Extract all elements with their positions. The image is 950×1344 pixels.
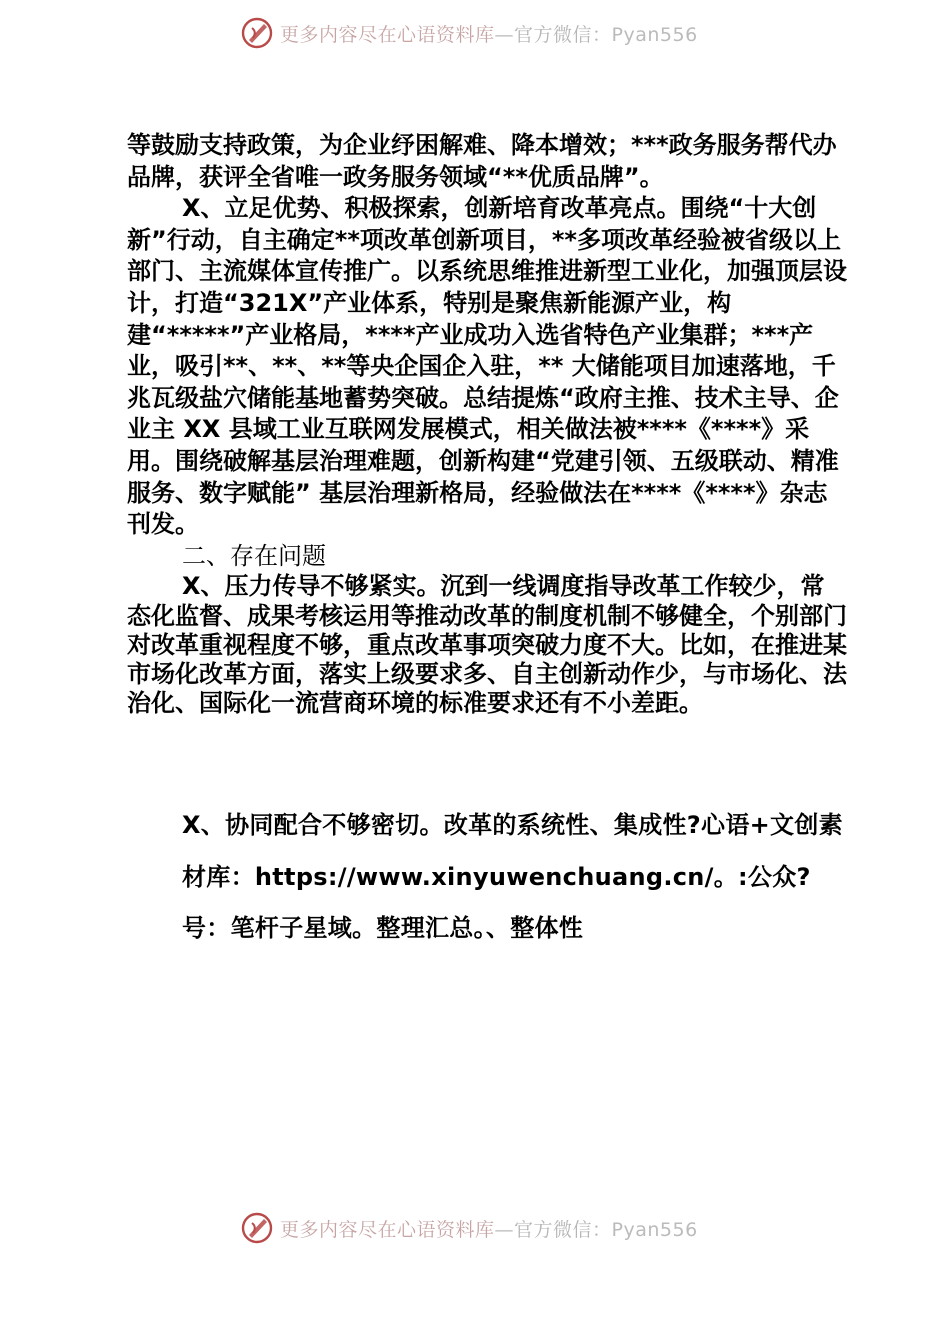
paragraph-pressure-transmission: X、压力传导不够紧实。沉到一线调度指导改革工作较少，常态化监督、成果考核运用等推动改革的制度机制不够健全，个别部门对改革重视程度不够，重点改革事项突破力度不大。比如，在推进某市场化改革方面，落实上级要求多、自主创新动作少，与市场化、法治化、国际化一流营商环境的标准要求还有不小差距。 (127, 572, 847, 718)
document-tail (182, 800, 852, 955)
paragraph-continuation: 等鼓励支持政策，为企业纾困解难、降本增效；***政务服务帮代办品牌，获评全省唯一政务服务领域“**优质品牌”。 (127, 131, 837, 191)
watermark-text (280, 20, 698, 47)
watermark-site-text: 更多内容尽在心语资料库 (280, 1219, 495, 1241)
watermark-wechat-id: Pyan556 (611, 1219, 698, 1241)
pen-seal-logo (240, 16, 274, 50)
watermark-banner-top (0, 14, 950, 54)
watermark-wechat-id: Pyan556 (611, 24, 698, 46)
watermark-separator: — (494, 24, 515, 46)
watermark-separator: — (494, 1219, 515, 1241)
watermark-text (280, 1215, 698, 1242)
pen-seal-logo (240, 1211, 274, 1245)
watermark-wechat-label: 官方微信： (514, 24, 612, 46)
watermark-site-text: 更多内容尽在心语资料库 (280, 24, 495, 46)
watermark-wechat-label: 官方微信： (514, 1219, 612, 1241)
document-body (127, 130, 847, 718)
paragraph-reform-highlights: X、立足优势、积极探索，创新培育改革亮点。围绕“十大创新”行动，自主确定**项改革创新项目，**多项改革经验被省级以上部门、主流媒体宣传推广。以系统思维推进新型工业化，加强顶层设计，打造“321X”产业体系，特别是聚焦新能源产业，构建“*****”产业格局，****产业成功入选省特色产业集群；***产业，吸引**、**、**等央企国企入驻，** 大储能项目加速落地，千兆瓦级盐穴储能基地蓄势突破。总结提炼“政府主推、技术主导、企业主 XX 县域工业互联网发展模式，相关做法被****《****》采用。围绕破解基层治理难题，创新构建“党建引领、五级联动、精准服务、数字赋能” 基层治理新格局，经验做法在****《****》杂志刊发。 (127, 194, 847, 539)
section-heading-problems: 二、存在问题 (182, 541, 326, 570)
watermark-banner-bottom (0, 1209, 950, 1249)
paragraph-coordination: X、协同配合不够密切。改革的系统性、集成性?心语+文创素材库：https://www.xinyuwenchuang.cn/。:公众?号：笔杆子星域。整理汇总。、整体性 (182, 811, 843, 942)
